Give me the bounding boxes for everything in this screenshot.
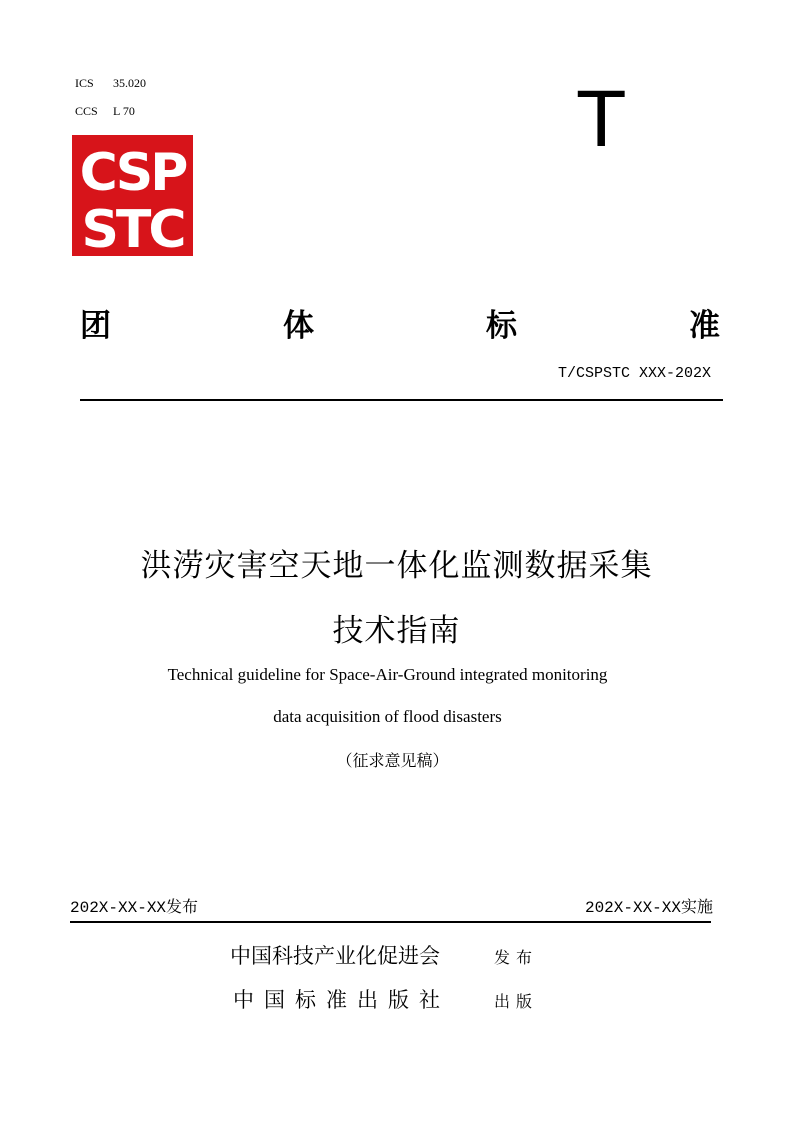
ics-code [75, 76, 146, 91]
standard-type-char: 体 [283, 307, 314, 344]
publisher-org2: 中国标准出版社 [233, 988, 450, 1012]
publish-date: 202X-XX-XX [70, 899, 167, 917]
ccs-label: CCS [75, 104, 98, 118]
implement-label: 实施 [680, 897, 713, 916]
standard-type [80, 300, 720, 344]
ccs-code [75, 104, 135, 119]
top-rule [80, 399, 723, 401]
ics-value: 35.020 [113, 76, 146, 90]
publish-label: 发布 [166, 897, 199, 916]
draft-note: （征求意见稿） [336, 751, 449, 770]
ics-label: ICS [75, 76, 94, 90]
implement-date-line [585, 894, 713, 917]
implement-date: 202X-XX-XX [584, 899, 681, 917]
standard-number: T/CSPSTC XXX-202X [557, 365, 711, 382]
publish-date-line [70, 894, 198, 917]
cspstc-logo [72, 135, 193, 256]
ccs-value: L 70 [113, 104, 135, 118]
title-cn-line1: 洪涝灾害空天地一体化监测数据采集 [140, 548, 653, 584]
title-cn-line2: 技术指南 [332, 613, 461, 649]
title-en-line1: Technical guideline for Space-Air-Ground integrated monitoring [167, 665, 608, 684]
publisher-org1: 中国科技产业化促进会 [230, 944, 440, 968]
category-letter: T [578, 75, 625, 164]
logo-line2: STC [81, 200, 184, 256]
logo-line1: CSP [79, 143, 186, 203]
standard-type-char: 准 [689, 307, 720, 344]
standard-type-char: 标 [486, 307, 517, 344]
publisher-org1-action: 发布 [494, 948, 539, 967]
standard-type-char: 团 [80, 307, 111, 344]
title-en-line2: data acquisition of flood disasters [273, 707, 502, 726]
publisher-org2-action: 出版 [494, 992, 539, 1011]
bottom-rule [70, 921, 711, 923]
